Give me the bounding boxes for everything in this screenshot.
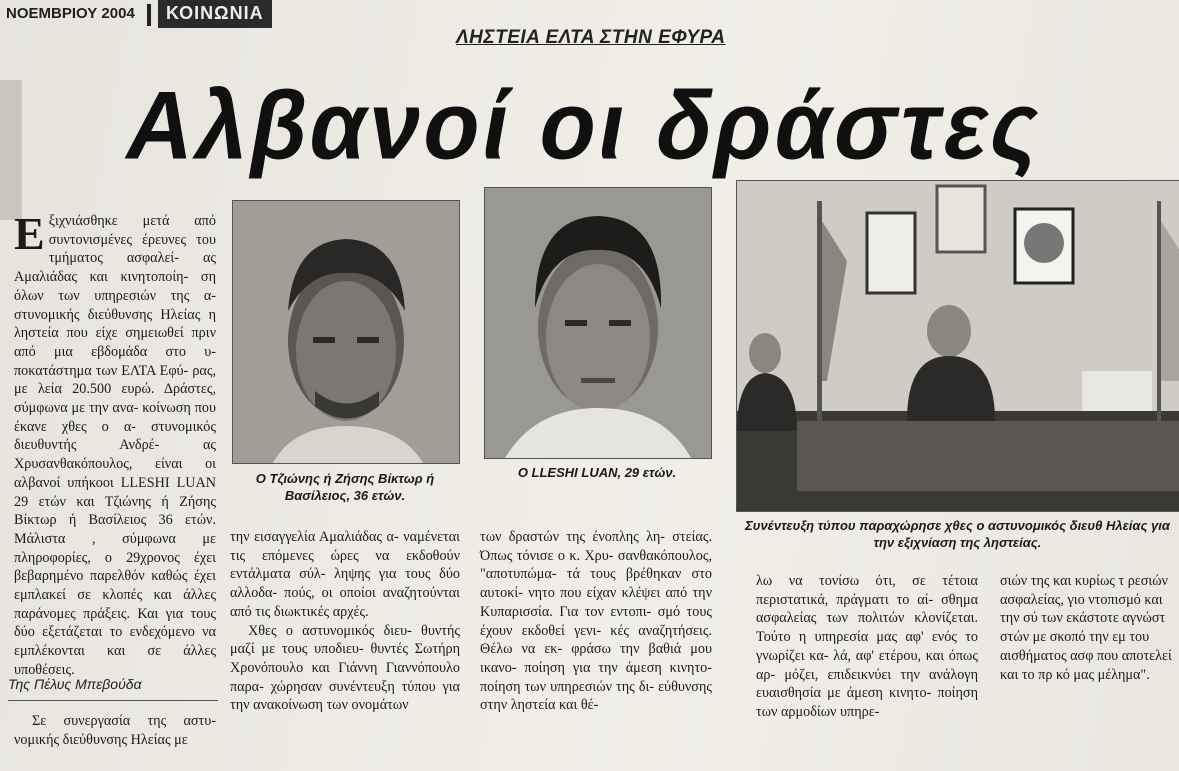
- byline-rule: [8, 700, 218, 701]
- press-conference-photo: [736, 180, 1179, 512]
- article-column-3: των δραστών της ένοπλης λη- στείας. Όπως τόνισε ο κ. Χρυ- σανθακόπουλος, "αποτυπώμα- τά τους βρέθηκαν στο αυτοκί- νητο που είχαν κλέψει από την Κυπαρισσία. Για τον εντοπι- σμό τους έχουν εκδοθεί γενι- κές αναζητήσεις. Θέλω να εκ- φράσω την βαθιά μου ικανο- ποίηση για την άμεση κινητο- ποίηση των υπηρεσιών της δι- εύθυνσης στην ληστεία και θέ-: [480, 529, 712, 714]
- article-column-1: [14, 208, 216, 680]
- article-headline: Αλβανοί οι δράστες: [118, 72, 1053, 180]
- suspect-photo-1: [232, 200, 460, 464]
- article-column-2: [230, 528, 460, 715]
- photo-2-caption: Ο LLESHI LUAN, 29 ετών.: [517, 465, 677, 480]
- suspect-photo-2: [484, 187, 712, 459]
- column-1-text: ξιχνιάσθηκε μετά από συντονισμένες έρευνες του τμήματος ασφαλεί- ας Αμαλιάδας και κινητοποίη- ση όλων των υπηρεσιών της α- στυνομικής διεύθυνσης Ηλείας η ληστεία που είχε σημειωθεί πριν από μια εβδομάδα στο υ- ποκατάστημα των ΕΛΤΑ Εφύ- ρας, με λεία 20.500 ευρώ. Δράστες, σύμφωνα με την ανα- κοίνωση που έκανε χθες ο α- στυνομικός διευθυντής Ανδρέ- ας Χρυσανθακόπουλος, είναι οι αλβανοί υπήκοοι LLESHI LUAN 29 ετών και Τζιώνης ή Ζήσης Βίκτωρ ή Βασίλειος 36 ετών. Μάλιστα , σύμφωνα με πληροφορίες, ο 29χρονος έχει βεβαρημένο παρελθόν καθώς έχει εμπλακεί σε κλοπές και άλλες παράνομες πράξεις. Και για τους δύο εξετάζεται το ενδεχόμενο να εμπλέκονται και σε άλλες υποθέσεις.: [14, 213, 216, 678]
- margin-shadow: [0, 80, 22, 220]
- article-column-4: λω να τονίσω ότι, σε τέτοια περιστατικά, πράγματι το αί- σθημα ασφαλείας των πολιτών κλονίζεται. Τούτο η υπηρεσία μας αφ' ενός το γνωρίζει κα- λά, αφ' ετέρου, και όπως αρ- μόζει, επιδεικνύει την ανάλογη ευαισθησία με άμεση κινητο- ποίηση των αρμοδίων υπηρε-: [756, 573, 978, 720]
- column-1-continuation: Σε συνεργασία της αστυ- νομικής διεύθυνσης Ηλείας με: [14, 713, 216, 748]
- section-title: ΚΟΙΝΩΝΙΑ: [158, 0, 272, 28]
- photo-3-caption: Συνέντευξη τύπου παραχώρησε χθες ο αστυνομικός διευθ Ηλείας για την εξιχνίαση της ληστείας.: [745, 518, 1170, 550]
- article-kicker: ΛΗΣΤΕΙΑ ΕΛΤΑ ΣΤΗΝ ΕΦΥΡΑ: [456, 27, 726, 48]
- drop-cap: Ε: [14, 208, 45, 259]
- column-2-paragraph-2: Χθες ο αστυνομικός διευ- θυντής μαζί με τους υποδιευ- θυντές Σωτήρη Χρονόπουλο και Γιάννη Γιαννόπουλο παρα- χώρησαν συνέντευξη τύπου για την ανακοίνωση των ονομάτων: [230, 622, 460, 714]
- header-divider: [147, 4, 151, 26]
- photo-1-caption: Ο Τζιώνης ή Ζήσης Βίκτωρ ή Βασίλειος, 36 ετών.: [255, 471, 435, 503]
- column-2-paragraph-1: την εισαγγελία Αμαλιάδας α- ναμένεται τις επόμενες ώρες να εκδοθούν εντάλματα σύλ- ληψης για τους δύο αλλοδα- πούς, οι οποίοι αναζητούνται από τις διωκτικές αρχές.: [230, 529, 460, 620]
- byline: Της Πέλυς Μπεβούδα: [8, 676, 142, 692]
- article-column-5: σιών της και κυρίως τ ρεσιών ασφαλείας, γιο ντοπισμό και την σύ των εκάστοτε αγνώστ στών με σκοπό την εμ του αισθήματος ασφ που αποτελεί και το πρ κό μας μέλημα".: [1000, 573, 1172, 683]
- issue-date: ΝΟΕΜΒΡΙΟΥ 2004: [6, 5, 135, 22]
